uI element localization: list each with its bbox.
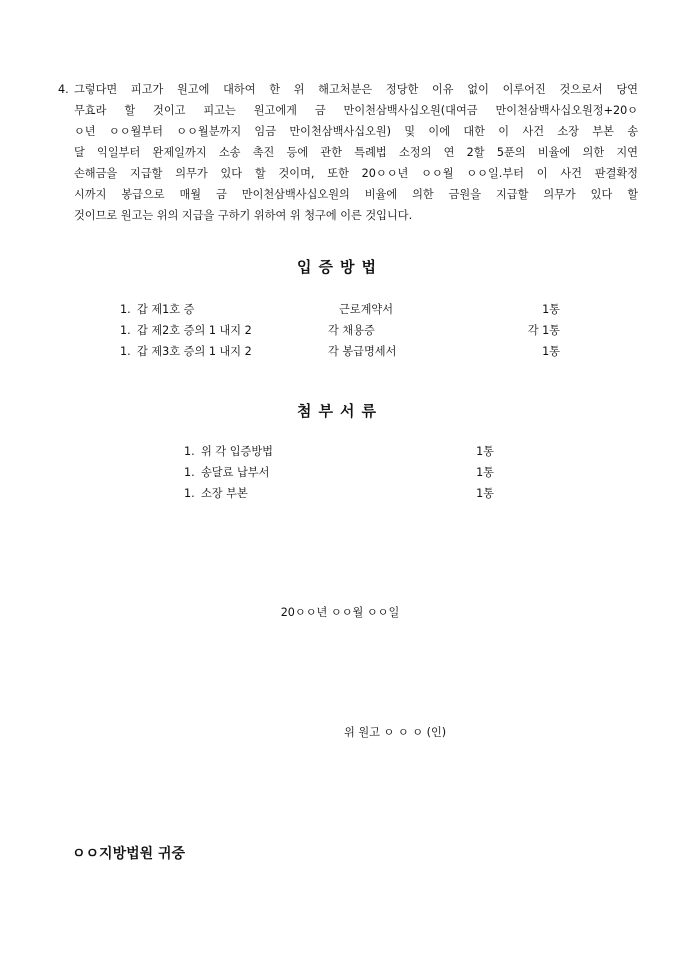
- paragraph-line: 손해금을 지급할 의무가 있다 할 것이며, 또한 20ㅇㅇ년 ㅇㅇ월 ㅇㅇ일.부터 이 사건 판결확정: [74, 167, 638, 180]
- evidence-doc: 각 봉급명세서: [328, 345, 397, 358]
- paragraph-number: 4.: [58, 83, 69, 96]
- paragraph-line: 시까지 봉급으로 매월 금 만이천삼백사십오원의 비율에 의한 금원을 지급할 의무가 있다 할: [74, 188, 638, 201]
- evidence-doc: 각 채용증: [328, 324, 375, 337]
- item-number: 1.: [184, 466, 195, 479]
- item-number: 1.: [184, 487, 195, 500]
- evidence-doc: 근로계약서: [339, 303, 394, 316]
- attachment-item: [184, 483, 494, 504]
- attachment-qty: 1통: [476, 445, 494, 458]
- plaintiff-signature-line: 위 원고 ㅇ ㅇ ㅇ (인): [344, 726, 447, 739]
- evidence-ref: 갑 제2호 증의 1 내지 2: [137, 324, 252, 337]
- attachment-item: [184, 462, 494, 483]
- paragraph-line: 그렇다면 피고가 원고에 대하여 한 위 해고처분은 정당한 이유 없이 이루어진 것으로서 당연: [74, 83, 638, 96]
- paragraph-line: 달 익일부터 완제일까지 소송 촉진 등에 관한 특례법 소정의 연 2할 5푼의 비율에 의한 지연: [74, 146, 638, 159]
- attachment-doc: 송달료 납부서: [201, 466, 270, 479]
- attachment-doc: 위 각 입증방법: [201, 445, 273, 458]
- evidence-qty: 1통: [542, 345, 560, 358]
- item-number: 1.: [120, 345, 131, 358]
- evidence-item: [120, 341, 560, 362]
- evidence-title: 입증방법: [297, 258, 383, 276]
- body-paragraph: [58, 79, 638, 226]
- evidence-ref: 갑 제3호 증의 1 내지 2: [137, 345, 252, 358]
- item-number: 1.: [120, 324, 131, 337]
- court-addressee: ㅇㅇ지방법원 귀중: [72, 846, 186, 862]
- attachment-item: [184, 441, 494, 462]
- attachments-list: [184, 441, 494, 504]
- paragraph-line: 무효라 할 것이고 피고는 원고에게 금 만이천삼백사십오원(대여금 만이천삼백사십오원정+20ㅇ: [74, 104, 638, 117]
- paragraph-line: 것이므로 원고는 위의 지급을 구하기 위하여 위 청구에 이른 것입니다.: [74, 209, 413, 222]
- filing-date: 20ㅇㅇ년 ㅇㅇ월 ㅇㅇ일: [280, 606, 400, 619]
- evidence-qty: 1통: [542, 303, 560, 316]
- evidence-item: [120, 299, 560, 320]
- evidence-item: [120, 320, 560, 341]
- item-number: 1.: [120, 303, 131, 316]
- paragraph-line: ㅇ년 ㅇㅇ월부터 ㅇㅇ월분까지 임금 만이천삼백사십오원) 및 이에 대한 이 사건 소장 부본 송: [74, 125, 638, 138]
- item-number: 1.: [184, 445, 195, 458]
- attachment-qty: 1통: [476, 466, 494, 479]
- attachments-title: 첨부서류: [297, 402, 383, 420]
- evidence-ref: 갑 제1호 증: [137, 303, 195, 316]
- attachment-doc: 소장 부본: [201, 487, 248, 500]
- attachment-qty: 1통: [476, 487, 494, 500]
- evidence-list: [120, 299, 560, 362]
- evidence-qty: 각 1통: [527, 324, 560, 337]
